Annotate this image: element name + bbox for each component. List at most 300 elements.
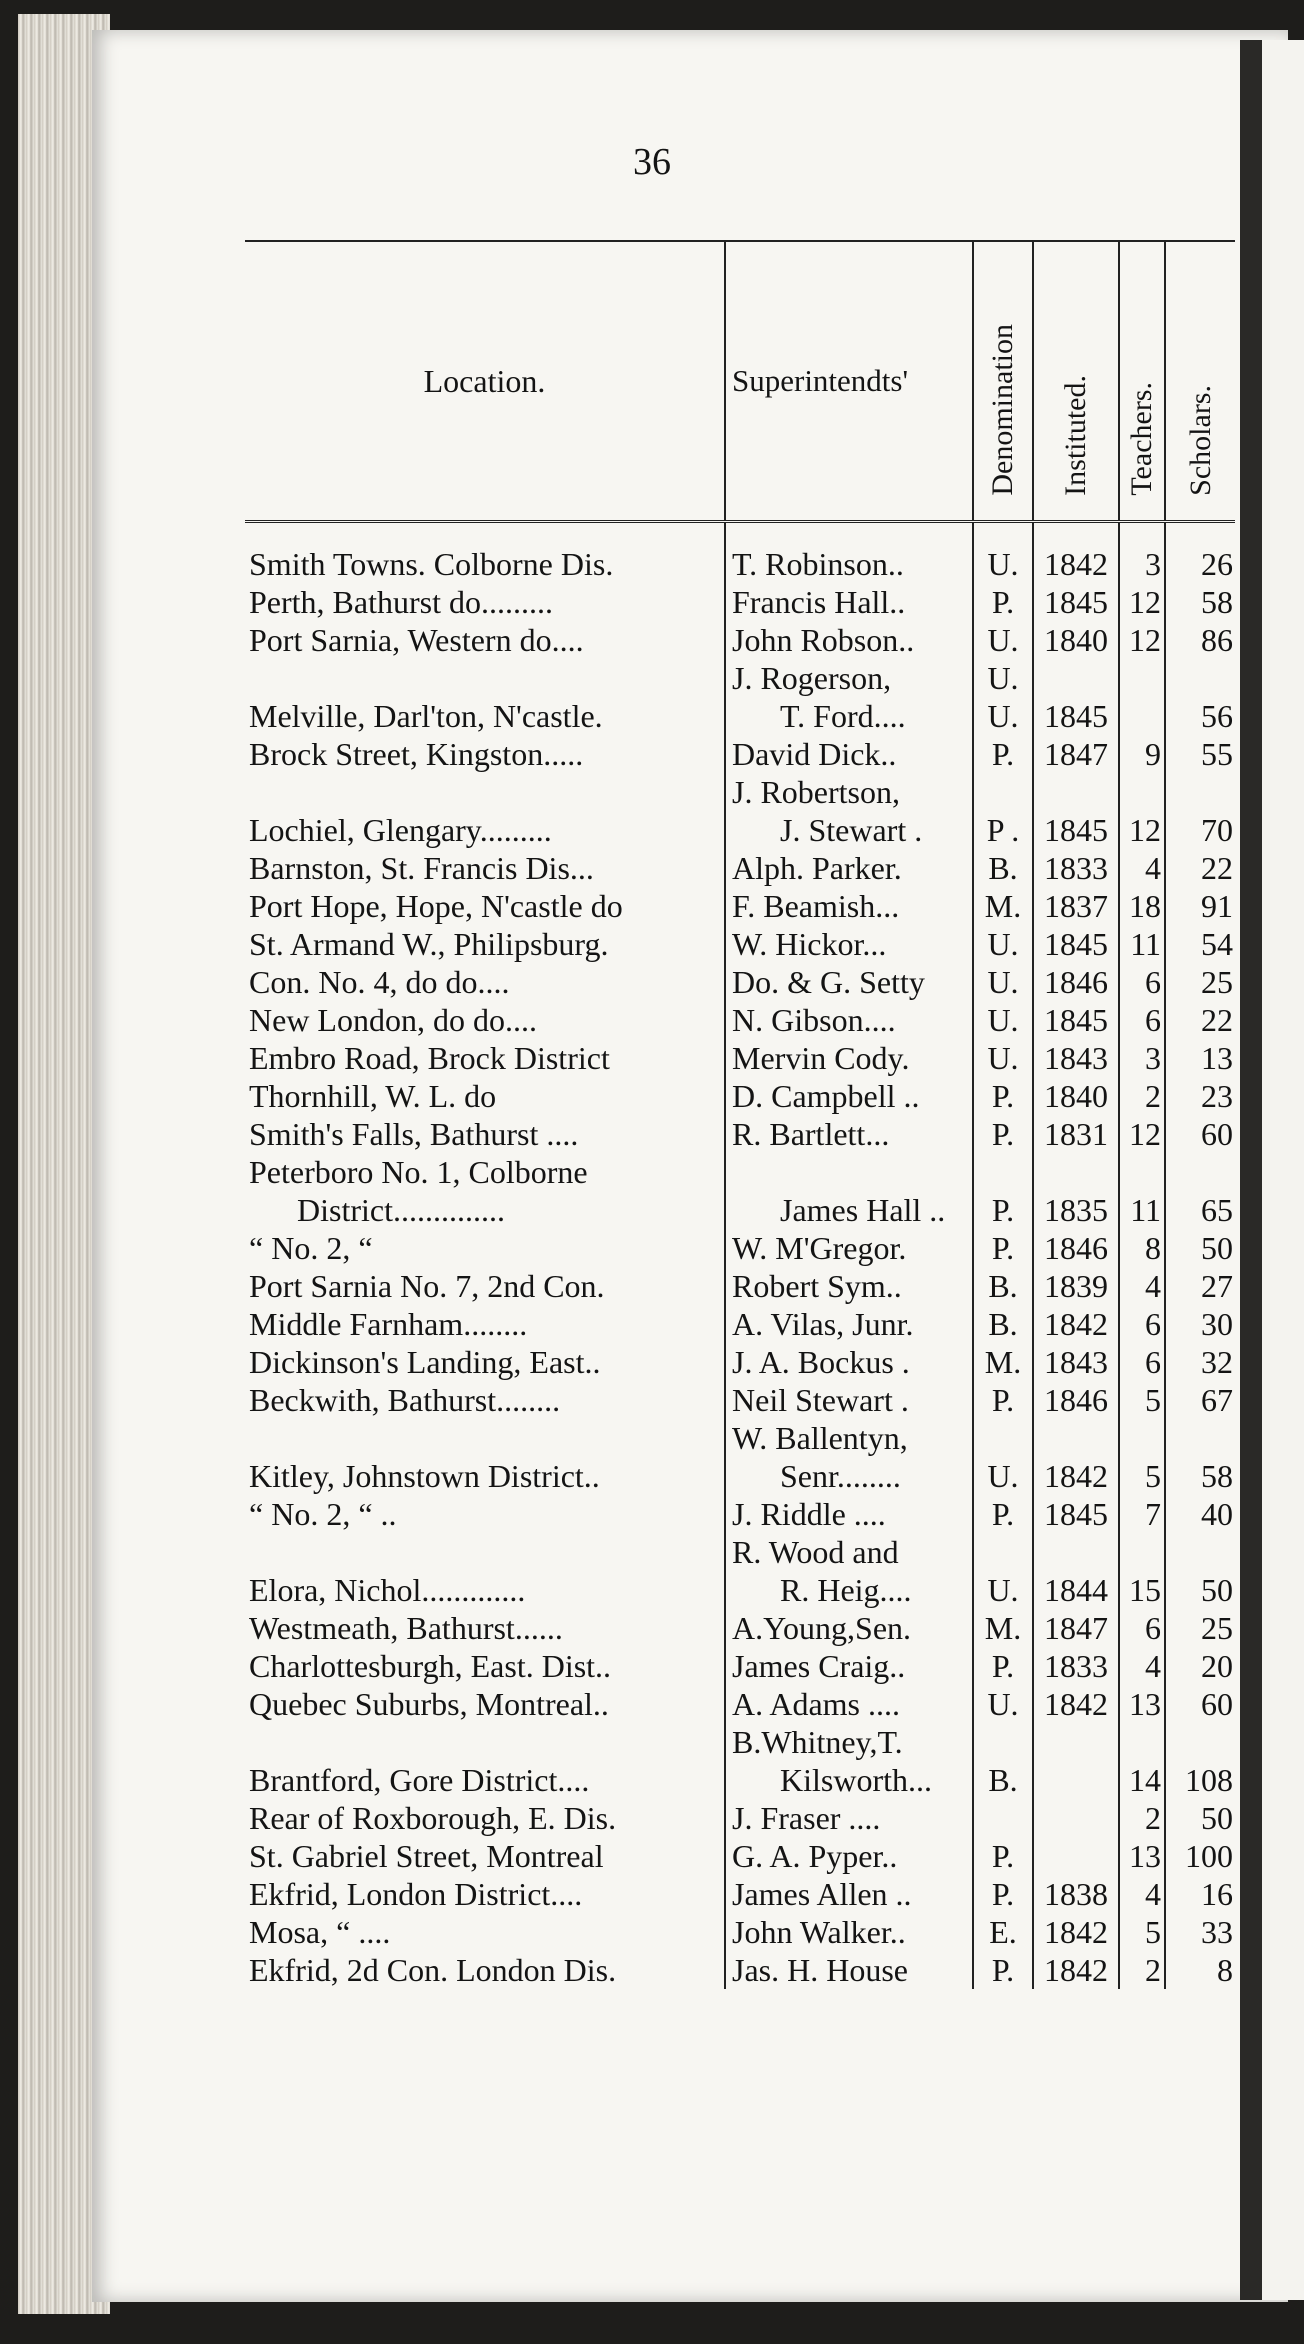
cell-line: B. — [988, 850, 1018, 886]
facing-page-edge — [1262, 40, 1304, 2300]
location-cell — [245, 849, 725, 887]
cell-line: P. — [991, 1876, 1015, 1912]
denomination-cell — [973, 1799, 1033, 1837]
cell-line: Brantford, Gore District.... — [249, 1762, 590, 1798]
cell-line: R. Heig.... — [780, 1572, 912, 1608]
cell-line: P. — [991, 1230, 1015, 1266]
scholars-cell: 8 — [1165, 1951, 1235, 1989]
table-row — [245, 735, 1235, 773]
superintendent-cell — [725, 1837, 973, 1875]
superintendent-cell — [725, 1647, 973, 1685]
cell-line: St. Gabriel Street, Montreal — [249, 1838, 604, 1874]
denomination-cell — [973, 1381, 1033, 1419]
denomination-cell — [973, 621, 1033, 659]
scholars-cell: 30 — [1165, 1305, 1235, 1343]
denomination-cell — [973, 1647, 1033, 1685]
cell-line: J. Fraser .... — [732, 1800, 881, 1836]
location-cell — [245, 1495, 725, 1533]
header-denomination — [973, 241, 1033, 522]
scholars-cell: 22 — [1165, 849, 1235, 887]
location-cell — [245, 925, 725, 963]
cell-line: M. — [984, 888, 1022, 924]
cell-line: J. A. Bockus . — [732, 1344, 910, 1380]
scholars-cell: 50 — [1165, 1533, 1235, 1609]
superintendent-cell — [725, 925, 973, 963]
instituted-cell: 1833 — [1033, 1647, 1119, 1685]
cell-line: P. — [991, 1952, 1015, 1988]
cell-line: P. — [991, 1838, 1015, 1874]
teachers-cell — [1119, 659, 1165, 735]
teachers-cell: 4 — [1119, 1267, 1165, 1305]
instituted-cell: 1845 — [1033, 773, 1119, 849]
cell-line: Ekfrid, 2d Con. London Dis. — [249, 1952, 617, 1988]
cell-line: District.............. — [297, 1192, 505, 1228]
teachers-cell: 6 — [1119, 963, 1165, 1001]
table-row — [245, 925, 1235, 963]
table-row — [245, 1343, 1235, 1381]
location-cell — [245, 1609, 725, 1647]
cell-line: New London, do do.... — [249, 1002, 537, 1038]
cell-line: P. — [991, 1192, 1015, 1228]
cell-line: Smith's Falls, Bathurst .... — [249, 1116, 579, 1152]
location-cell — [245, 773, 725, 849]
teachers-cell: 6 — [1119, 1609, 1165, 1647]
denomination-cell — [973, 1533, 1033, 1609]
denomination-cell — [973, 1229, 1033, 1267]
cell-line: F. Beamish... — [732, 888, 900, 924]
scholars-cell: 86 — [1165, 621, 1235, 659]
location-cell — [245, 1153, 725, 1229]
superintendent-cell — [725, 659, 973, 735]
cell-line: R. Bartlett... — [732, 1116, 890, 1152]
teachers-cell: 2 — [1119, 1951, 1165, 1989]
instituted-cell: 1842 — [1033, 1305, 1119, 1343]
cell-line: M. — [984, 1344, 1022, 1380]
table-row — [245, 583, 1235, 621]
sunday-schools-table — [245, 240, 1235, 1989]
superintendent-cell — [725, 522, 973, 584]
scholars-cell: 20 — [1165, 1647, 1235, 1685]
cell-line: U. — [987, 698, 1019, 734]
superintendent-cell — [725, 1533, 973, 1609]
denomination-cell — [973, 1267, 1033, 1305]
table-row — [245, 1229, 1235, 1267]
cell-line: John Walker.. — [732, 1914, 906, 1950]
table-row — [245, 659, 1235, 735]
location-cell — [245, 659, 725, 735]
denomination-cell — [973, 773, 1033, 849]
location-cell — [245, 1305, 725, 1343]
denomination-cell — [973, 925, 1033, 963]
header-scholars — [1165, 241, 1235, 522]
scholars-cell: 58 — [1165, 1419, 1235, 1495]
cell-line: Francis Hall.. — [732, 584, 906, 620]
scholars-cell: 60 — [1165, 1685, 1235, 1723]
cell-line: P. — [991, 1078, 1015, 1114]
instituted-cell: 1839 — [1033, 1267, 1119, 1305]
instituted-cell: 1842 — [1033, 1685, 1119, 1723]
cell-line: Jas. H. House — [732, 1952, 908, 1988]
cell-line: Kitley, Johnstown District.. — [249, 1458, 600, 1494]
cell-line: U. — [987, 1686, 1019, 1722]
superintendent-cell — [725, 1001, 973, 1039]
teachers-cell: 14 — [1119, 1723, 1165, 1799]
superintendent-cell — [725, 1039, 973, 1077]
cell-line: B. — [988, 1762, 1018, 1798]
cell-line: B. — [988, 1268, 1018, 1304]
location-cell — [245, 963, 725, 1001]
table-row — [245, 1647, 1235, 1685]
cell-line: U. — [987, 926, 1019, 962]
cell-line: T. Robinson.. — [732, 546, 904, 582]
instituted-cell: 1840 — [1033, 1077, 1119, 1115]
instituted-cell: 1845 — [1033, 925, 1119, 963]
cell-line: J. Robertson, — [732, 774, 900, 810]
cell-line: “ No. 2, “ .. — [249, 1496, 397, 1532]
table-row — [245, 1153, 1235, 1229]
location-cell — [245, 1799, 725, 1837]
scholars-cell: 60 — [1165, 1115, 1235, 1153]
denomination-cell — [973, 849, 1033, 887]
superintendent-cell — [725, 1153, 973, 1229]
teachers-cell: 6 — [1119, 1305, 1165, 1343]
teachers-cell: 3 — [1119, 1039, 1165, 1077]
cell-line: P. — [991, 1648, 1015, 1684]
header-scholars-label: Scholars. — [1183, 385, 1217, 496]
scholars-cell: 50 — [1165, 1799, 1235, 1837]
teachers-cell: 11 — [1119, 925, 1165, 963]
denomination-cell — [973, 659, 1033, 735]
cell-line: U. — [987, 1002, 1019, 1038]
scholars-cell: 40 — [1165, 1495, 1235, 1533]
location-cell — [245, 621, 725, 659]
denomination-cell — [973, 1419, 1033, 1495]
scholars-cell: 65 — [1165, 1153, 1235, 1229]
table-row — [245, 1419, 1235, 1495]
table-row — [245, 1495, 1235, 1533]
instituted-cell: 1847 — [1033, 735, 1119, 773]
cell-line: M. — [984, 1610, 1022, 1646]
denomination-cell — [973, 1951, 1033, 1989]
cell-line: U. — [987, 1572, 1019, 1608]
scholars-cell: 50 — [1165, 1229, 1235, 1267]
instituted-cell: 1846 — [1033, 963, 1119, 1001]
scholars-cell: 16 — [1165, 1875, 1235, 1913]
teachers-cell: 11 — [1119, 1153, 1165, 1229]
cell-line: P. — [991, 1382, 1015, 1418]
location-cell — [245, 1039, 725, 1077]
cell-line: P. — [991, 584, 1015, 620]
table-row — [245, 849, 1235, 887]
denomination-cell — [973, 1913, 1033, 1951]
teachers-cell: 15 — [1119, 1533, 1165, 1609]
instituted-cell: 1845 — [1033, 659, 1119, 735]
denomination-cell — [973, 735, 1033, 773]
location-cell — [245, 1267, 725, 1305]
scholars-cell: 13 — [1165, 1039, 1235, 1077]
teachers-cell: 12 — [1119, 621, 1165, 659]
cell-line: Alph. Parker. — [732, 850, 902, 886]
location-cell — [245, 1001, 725, 1039]
teachers-cell: 7 — [1119, 1495, 1165, 1533]
cell-line: Port Sarnia No. 7, 2nd Con. — [249, 1268, 605, 1304]
location-cell — [245, 1875, 725, 1913]
teachers-cell: 6 — [1119, 1001, 1165, 1039]
superintendent-cell — [725, 1267, 973, 1305]
table-row — [245, 1723, 1235, 1799]
denomination-cell — [973, 1837, 1033, 1875]
teachers-cell: 9 — [1119, 735, 1165, 773]
denomination-cell — [973, 1305, 1033, 1343]
cell-line: Charlottesburgh, East. Dist.. — [249, 1648, 612, 1684]
cell-line: D. Campbell .. — [732, 1078, 920, 1114]
denomination-cell — [973, 1723, 1033, 1799]
cell-line: G. A. Pyper.. — [732, 1838, 898, 1874]
table-row — [245, 1001, 1235, 1039]
header-denomination-label: Denomination — [986, 324, 1019, 496]
superintendent-cell — [725, 1723, 973, 1799]
teachers-cell: 4 — [1119, 1647, 1165, 1685]
teachers-cell: 12 — [1119, 1115, 1165, 1153]
instituted-cell: 1842 — [1033, 1951, 1119, 1989]
denomination-cell — [973, 1495, 1033, 1533]
cell-line: W. Ballentyn, — [732, 1420, 908, 1456]
location-cell — [245, 1229, 725, 1267]
location-cell — [245, 583, 725, 621]
cell-line: Mosa, “ .... — [249, 1914, 391, 1950]
superintendent-cell — [725, 1343, 973, 1381]
cell-line: U. — [987, 622, 1019, 658]
location-cell — [245, 1419, 725, 1495]
denomination-cell — [973, 1039, 1033, 1077]
location-cell — [245, 522, 725, 584]
denomination-cell — [973, 1609, 1033, 1647]
table-row — [245, 1799, 1235, 1837]
teachers-cell: 12 — [1119, 773, 1165, 849]
teachers-cell: 12 — [1119, 583, 1165, 621]
location-cell — [245, 1115, 725, 1153]
instituted-cell: 1845 — [1033, 1001, 1119, 1039]
cell-line: Beckwith, Bathurst........ — [249, 1382, 561, 1418]
denomination-cell — [973, 522, 1033, 584]
table-row — [245, 1875, 1235, 1913]
instituted-cell: 1842 — [1033, 522, 1119, 584]
table-row — [245, 1077, 1235, 1115]
cell-line: Robert Sym.. — [732, 1268, 902, 1304]
superintendent-cell — [725, 1609, 973, 1647]
teachers-cell: 5 — [1119, 1419, 1165, 1495]
instituted-cell: 1840 — [1033, 621, 1119, 659]
header-teachers-label: Teachers. — [1125, 382, 1158, 496]
header-instituted — [1033, 241, 1119, 522]
superintendent-cell — [725, 1077, 973, 1115]
instituted-cell: 1843 — [1033, 1039, 1119, 1077]
superintendent-cell — [725, 849, 973, 887]
cell-line: Neil Stewart . — [732, 1382, 909, 1418]
table-row — [245, 1381, 1235, 1419]
cell-line: Mervin Cody. — [732, 1040, 910, 1076]
superintendent-cell — [725, 963, 973, 1001]
cell-line: Con. No. 4, do do.... — [249, 964, 510, 1000]
scholars-cell: 55 — [1165, 735, 1235, 773]
cell-line: St. Armand W., Philipsburg. — [249, 926, 609, 962]
cell-line: Port Sarnia, Western do.... — [249, 622, 584, 658]
header-superintendents: Superintendts' — [725, 241, 973, 522]
superintendent-cell — [725, 1875, 973, 1913]
table-row — [245, 1951, 1235, 1989]
superintendent-cell — [725, 1305, 973, 1343]
instituted-cell: 1843 — [1033, 1343, 1119, 1381]
scholars-cell: 25 — [1165, 963, 1235, 1001]
cell-line: A. Vilas, Junr. — [732, 1306, 914, 1342]
denomination-cell — [973, 1875, 1033, 1913]
teachers-cell: 4 — [1119, 849, 1165, 887]
table-row — [245, 1305, 1235, 1343]
cell-line: Melville, Darl'ton, N'castle. — [249, 698, 603, 734]
denomination-cell — [973, 1001, 1033, 1039]
scholars-cell: 26 — [1165, 522, 1235, 584]
instituted-cell: 1837 — [1033, 887, 1119, 925]
cell-line: Lochiel, Glengary......... — [249, 812, 552, 848]
table-row — [245, 963, 1235, 1001]
scholars-cell: 58 — [1165, 583, 1235, 621]
cell-line: P. — [991, 736, 1015, 772]
location-cell — [245, 1723, 725, 1799]
teachers-cell: 2 — [1119, 1077, 1165, 1115]
instituted-cell: 1842 — [1033, 1419, 1119, 1495]
header-instituted-label: Instituted. — [1059, 375, 1092, 496]
superintendent-cell — [725, 1419, 973, 1495]
instituted-cell — [1033, 1723, 1119, 1799]
location-cell — [245, 1381, 725, 1419]
superintendent-cell — [725, 1685, 973, 1723]
teachers-cell: 4 — [1119, 1875, 1165, 1913]
cell-line: W. M'Gregor. — [732, 1230, 907, 1266]
table-row — [245, 1039, 1235, 1077]
table-row — [245, 1115, 1235, 1153]
cell-line: J. Riddle .... — [732, 1496, 886, 1532]
superintendent-cell — [725, 735, 973, 773]
scholars-cell: 25 — [1165, 1609, 1235, 1647]
cell-line: Peterboro No. 1, Colborne — [249, 1154, 588, 1190]
header-location: Location. — [245, 241, 725, 522]
scholars-cell: 22 — [1165, 1001, 1235, 1039]
superintendent-cell — [725, 1381, 973, 1419]
instituted-cell: 1831 — [1033, 1115, 1119, 1153]
table-row — [245, 1913, 1235, 1951]
table-header — [245, 241, 1235, 522]
location-cell — [245, 1837, 725, 1875]
cell-line: Middle Farnham........ — [249, 1306, 528, 1342]
cell-line: A. Adams .... — [732, 1686, 900, 1722]
scholars-cell: 100 — [1165, 1837, 1235, 1875]
instituted-cell — [1033, 1837, 1119, 1875]
cell-line: James Allen .. — [732, 1876, 912, 1912]
instituted-cell: 1835 — [1033, 1153, 1119, 1229]
table-row — [245, 1685, 1235, 1723]
cell-line: J. Rogerson, — [732, 660, 892, 696]
cell-line: T. Ford.... — [780, 698, 906, 734]
teachers-cell: 5 — [1119, 1913, 1165, 1951]
location-cell — [245, 1343, 725, 1381]
teachers-cell: 2 — [1119, 1799, 1165, 1837]
cell-line: James Hall .. — [780, 1192, 946, 1228]
cell-line: B.Whitney,T. — [732, 1724, 903, 1760]
cell-line: P . — [986, 812, 1020, 848]
table-body — [245, 522, 1235, 1990]
cell-line: N. Gibson.... — [732, 1002, 896, 1038]
superintendent-cell — [725, 621, 973, 659]
cell-line: U. — [987, 660, 1019, 696]
scholars-cell: 27 — [1165, 1267, 1235, 1305]
cell-line: Senr........ — [780, 1458, 901, 1494]
instituted-cell: 1845 — [1033, 583, 1119, 621]
instituted-cell: 1846 — [1033, 1229, 1119, 1267]
cell-line: John Robson.. — [732, 622, 915, 658]
scholars-cell: 32 — [1165, 1343, 1235, 1381]
cell-line: Embro Road, Brock District — [249, 1040, 610, 1076]
instituted-cell: 1833 — [1033, 849, 1119, 887]
cell-line: Westmeath, Bathurst...... — [249, 1610, 563, 1646]
location-cell — [245, 1533, 725, 1609]
denomination-cell — [973, 583, 1033, 621]
instituted-cell: 1847 — [1033, 1609, 1119, 1647]
cell-line: E. — [989, 1914, 1017, 1950]
cell-line: U. — [987, 546, 1019, 582]
cell-line: Elora, Nichol............. — [249, 1572, 526, 1608]
instituted-cell: 1845 — [1033, 1495, 1119, 1533]
location-cell — [245, 1077, 725, 1115]
cell-line: David Dick.. — [732, 736, 897, 772]
cell-line: Do. & G. Setty — [732, 964, 925, 1000]
location-cell — [245, 735, 725, 773]
instituted-cell: 1846 — [1033, 1381, 1119, 1419]
teachers-cell: 18 — [1119, 887, 1165, 925]
cell-line: Brock Street, Kingston..... — [249, 736, 584, 772]
scholars-cell: 33 — [1165, 1913, 1235, 1951]
superintendent-cell — [725, 1799, 973, 1837]
cell-line: Perth, Bathurst do......... — [249, 584, 553, 620]
cell-line: Port Hope, Hope, N'castle do — [249, 888, 623, 924]
cell-line: Dickinson's Landing, East.. — [249, 1344, 601, 1380]
table-row — [245, 887, 1235, 925]
cell-line: P. — [991, 1116, 1015, 1152]
page-number: 36 — [633, 141, 671, 183]
instituted-cell: 1842 — [1033, 1913, 1119, 1951]
scholars-cell: 70 — [1165, 773, 1235, 849]
cell-line: W. Hickor... — [732, 926, 887, 962]
denomination-cell — [973, 1685, 1033, 1723]
location-cell — [245, 1913, 725, 1951]
superintendent-cell — [725, 1229, 973, 1267]
scholars-cell: 91 — [1165, 887, 1235, 925]
table-row — [245, 1267, 1235, 1305]
cell-line: James Craig.. — [732, 1648, 906, 1684]
cell-line: B. — [988, 1306, 1018, 1342]
table-row — [245, 773, 1235, 849]
table-row — [245, 522, 1235, 584]
cell-line: A.Young,Sen. — [732, 1610, 912, 1646]
superintendent-cell — [725, 773, 973, 849]
denomination-cell — [973, 963, 1033, 1001]
scholars-cell: 23 — [1165, 1077, 1235, 1115]
superintendent-cell — [725, 1951, 973, 1989]
cell-line: R. Wood and — [732, 1534, 899, 1570]
cell-line: U. — [987, 964, 1019, 1000]
header-teachers — [1119, 241, 1165, 522]
scholars-cell: 108 — [1165, 1723, 1235, 1799]
denomination-cell — [973, 1115, 1033, 1153]
